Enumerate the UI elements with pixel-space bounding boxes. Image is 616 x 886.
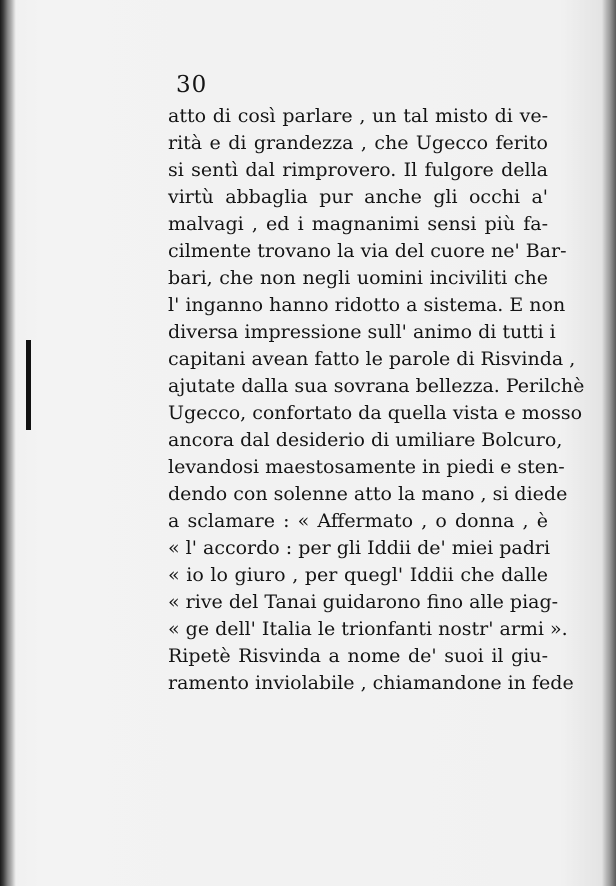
body-text xyxy=(168,103,585,697)
text-line: « l' accordo : per gli Iddii de' miei padri xyxy=(168,537,551,559)
text-line: rità e di grandezza , che Ugecco ferito xyxy=(168,132,548,154)
text-line: cilmente trovano la via del cuore ne' Bar- xyxy=(168,240,567,262)
text-line: ajutate dalla sua sovrana bellezza. Perilchè xyxy=(168,375,585,397)
text-line: l' inganno hanno ridotto a sistema. E non xyxy=(168,294,566,316)
text-line: levandosi maestosamente in piedi e sten- xyxy=(168,456,565,478)
text-line: malvagi , ed i magnanimi sensi più fa- xyxy=(168,213,548,235)
text-line: ancora dal desiderio di umiliare Bolcuro, xyxy=(168,429,563,451)
text-line: « io lo giuro , per quegl' Iddii che dalle xyxy=(168,564,548,586)
text-line: bari, che non negli uomini inciviliti che xyxy=(168,267,548,289)
text-line: ramento inviolabile , chiamandone in fede xyxy=(168,672,574,694)
text-line: Ugecco, confortato da quella vista e mosso xyxy=(168,402,583,424)
text-line: diversa impressione sull' animo di tutti i xyxy=(168,321,556,343)
binding-mark xyxy=(26,340,31,430)
text-line: atto di così parlare , un tal misto di ve- xyxy=(168,105,548,127)
text-line: « rive del Tanai guidarono fino alle piag- xyxy=(168,591,559,613)
text-line: virtù abbaglia pur anche gli occhi a' xyxy=(168,186,548,208)
text-line: si sentì dal rimprovero. Il fulgore della xyxy=(168,159,548,181)
text-line: a sclamare : « Affermato , o donna , è xyxy=(168,510,548,532)
text-line: « ge dell' Italia le trionfanti nostr' armi ». xyxy=(168,618,568,640)
page-number: 30 xyxy=(176,72,208,98)
binding-gutter xyxy=(0,0,16,886)
page-edge-shadow xyxy=(602,0,616,886)
text-line: Ripetè Risvinda a nome de' suoi il giu- xyxy=(168,645,548,667)
text-line: capitani avean fatto le parole di Risvinda , xyxy=(168,348,576,370)
text-line: dendo con solenne atto la mano , si diede xyxy=(168,483,568,505)
